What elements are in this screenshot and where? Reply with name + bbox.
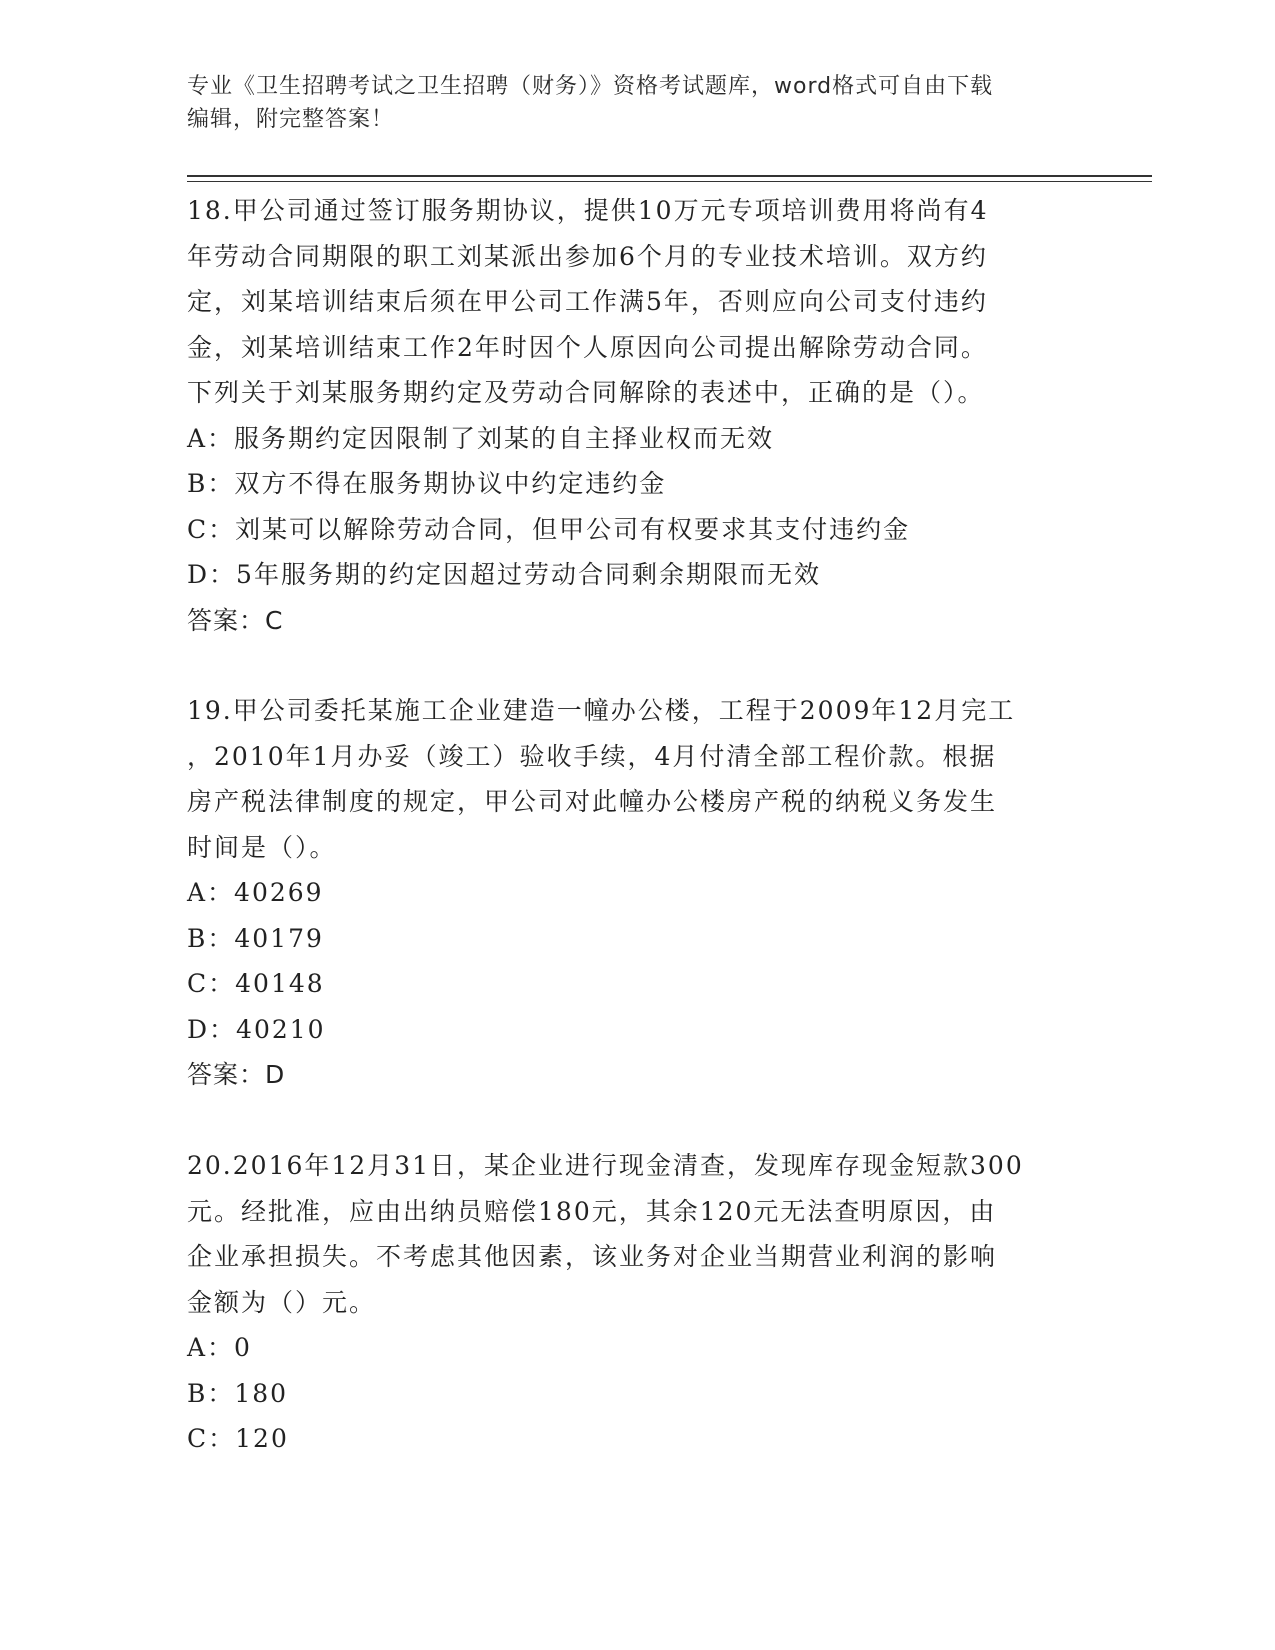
option-a: A：0: [187, 1333, 252, 1362]
option-d: D：40210: [187, 1014, 326, 1044]
question-stem-line: 房产税法律制度的规定，甲公司对此幢办公楼房产税的纳税义务发生: [187, 787, 998, 816]
document-header: [187, 70, 1087, 136]
option-a: A：40269: [187, 878, 324, 907]
option-a: A：服务期约定因限制了刘某的自主择业权而无效: [187, 423, 775, 453]
question-stem-line: 年劳动合同期限的职工刘某派出参加6个月的专业技术培训。双方约: [187, 241, 988, 271]
option-c: C：120: [187, 1424, 289, 1453]
question-stem-line: 下列关于刘某服务期约定及劳动合同解除的表述中，正确的是（）。: [187, 378, 985, 407]
option-c: C：刘某可以解除劳动合同，但甲公司有权要求其支付违约金: [187, 514, 911, 544]
option-c: C：40148: [187, 969, 325, 998]
header-divider-thin: [187, 181, 1152, 182]
option-b: B：双方不得在服务期协议中约定违约金: [187, 469, 667, 498]
header-line-1: 专业《卫生招聘考试之卫生招聘（财务）》资格考试题库，word格式可自由下载: [187, 74, 994, 99]
question-stem-line: 金，刘某培训结束工作2年时因个人原因向公司提出解除劳动合同。: [187, 332, 988, 362]
question-stem-line: 金额为（）元。: [187, 1287, 377, 1317]
question-stem-line: 20.2016年12月31日，某企业进行现金清查，发现库存现金短款300: [187, 1151, 1024, 1180]
header-divider-thick: [187, 175, 1152, 177]
option-d: D：5年服务期的约定因超过劳动合同剩余期限而无效: [187, 560, 821, 589]
question-stem-line: ，2010年1月办妥（竣工）验收手续，4月付清全部工程价款。根据: [187, 741, 997, 771]
option-b: B：40179: [187, 923, 324, 953]
question-stem-line: 18.甲公司通过签订服务期协议，提供10万元专项培训费用将尚有4: [187, 196, 989, 225]
option-b: B：180: [187, 1378, 289, 1408]
question-stem-line: 时间是（）。: [187, 832, 337, 862]
question-stem-line: 元。经批准，应由出纳员赔偿180元，其余120元无法查明原因，由: [187, 1196, 997, 1226]
header-line-2: 编辑，附完整答案！: [187, 107, 395, 132]
question-stem-line: 19.甲公司委托某施工企业建造一幢办公楼，工程于2009年12月完工: [187, 696, 1016, 725]
question-20: [187, 1143, 1087, 1462]
question-19: [187, 688, 1087, 1098]
question-stem-line: 企业承担损失。不考虑其他因素，该业务对企业当期营业利润的影响: [187, 1242, 998, 1271]
question-18: [187, 188, 1087, 643]
answer-label: 答案：C: [187, 605, 284, 635]
answer-label: 答案：D: [187, 1060, 286, 1089]
question-stem-line: 定，刘某培训结束后须在甲公司工作满5年，否则应向公司支付违约: [187, 287, 988, 316]
